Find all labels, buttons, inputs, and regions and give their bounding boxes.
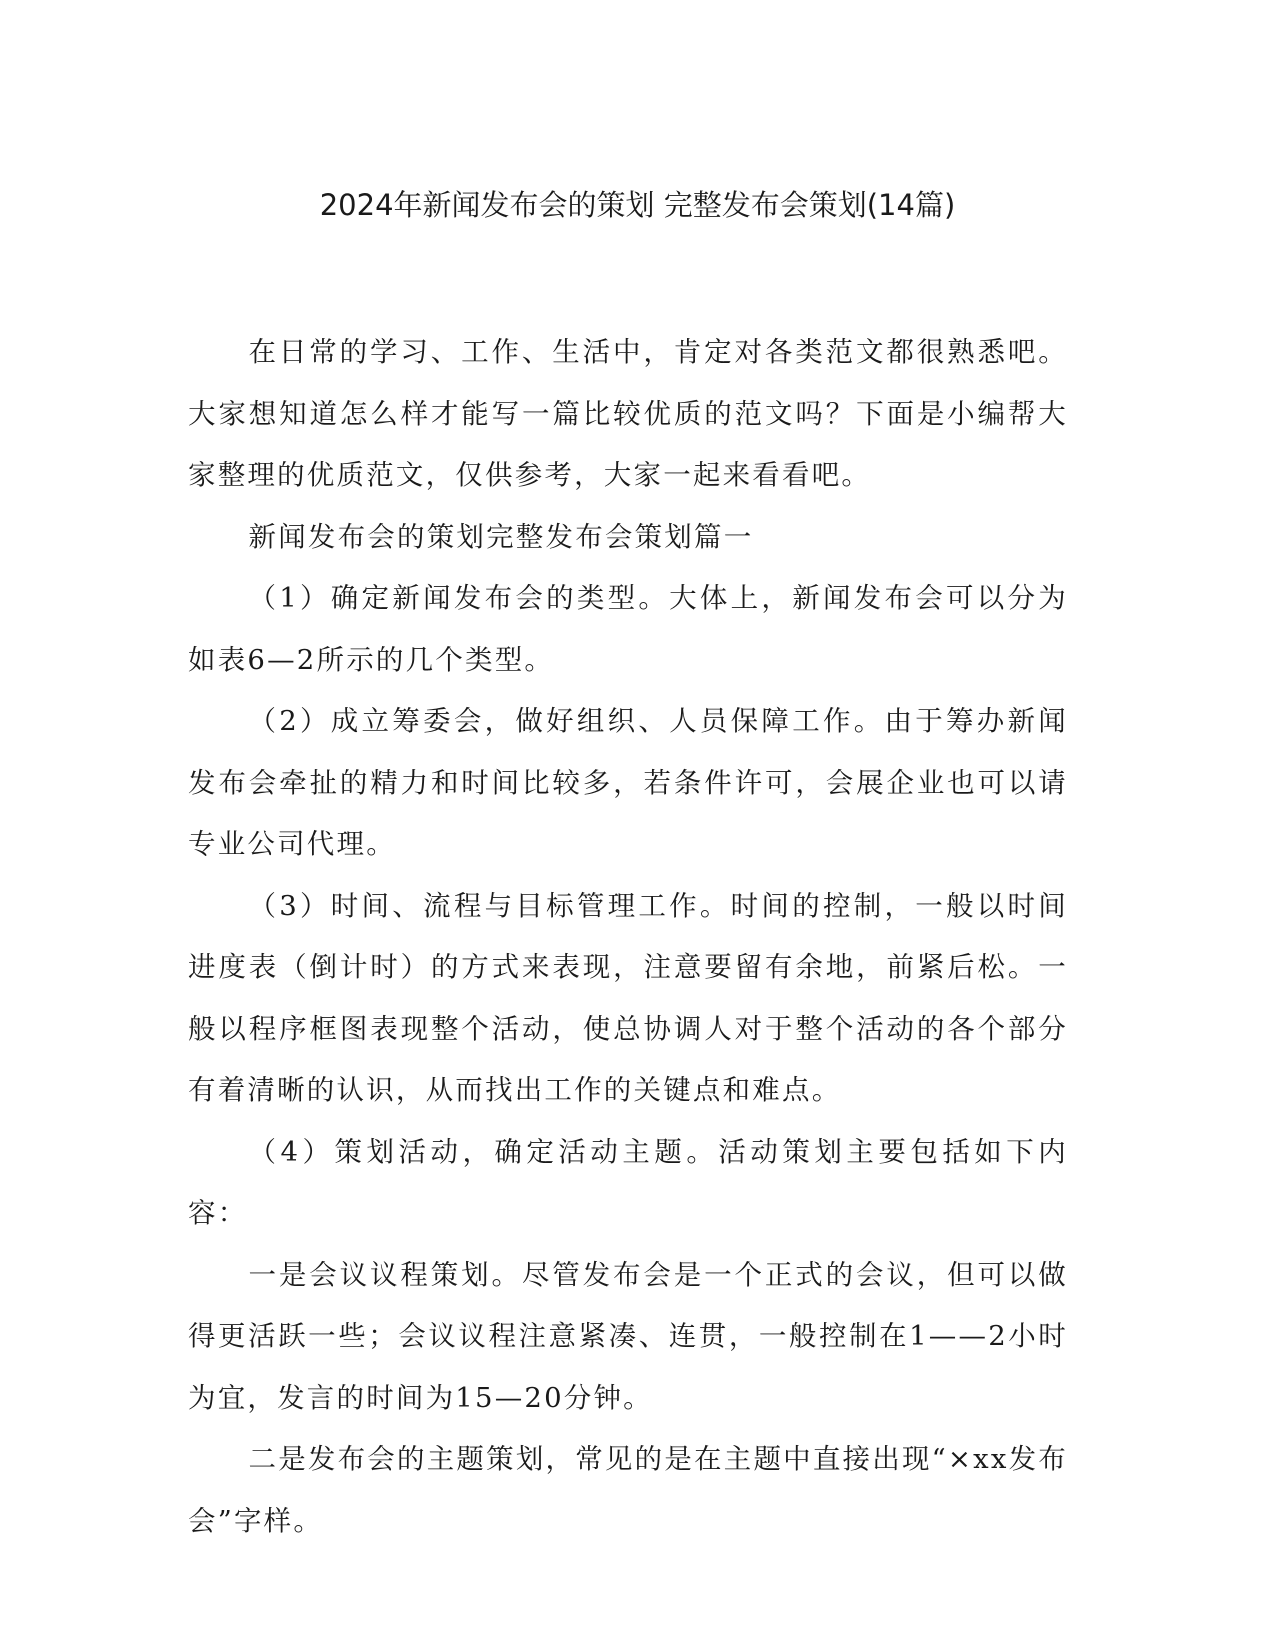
- agenda-paragraph: 一是会议议程策划。尽管发布会是一个正式的会议，但可以做得更活跃一些；会议议程注意紧凑、连贯，一般控制在1——2小时为宜，发言的时间为15—20分钟。: [188, 1258, 1068, 1414]
- intro-paragraph: 在日常的学习、工作、生活中，肯定对各类范文都很熟悉吧。大家想知道怎么样才能写一篇比较优质的范文吗？下面是小编帮大家整理的优质范文，仅供参考，大家一起来看看吧。: [188, 336, 1068, 491]
- item-1-paragraph: （1）确定新闻发布会的类型。大体上，新闻发布会可以分为如表6—2所示的几个类型。: [188, 582, 1068, 676]
- theme-paragraph: 二是发布会的主题策划，常见的是在主题中直接出现“×xx发布会”字样。: [188, 1443, 1068, 1537]
- document-title: 2024年新闻发布会的策划 完整发布会策划(14篇): [319, 188, 956, 222]
- item-4-paragraph: （4）策划活动，确定活动主题。活动策划主要包括如下内容：: [188, 1135, 1068, 1229]
- section-heading: 新闻发布会的策划完整发布会策划篇一: [248, 520, 754, 553]
- item-2-paragraph: （2）成立筹委会，做好组织、人员保障工作。由于筹办新闻发布会牵扯的精力和时间比较多，若条件许可，会展企业也可以请专业公司代理。: [188, 705, 1068, 860]
- document-body: [188, 322, 1068, 1552]
- item-3-paragraph: （3）时间、流程与目标管理工作。时间的控制，一般以时间进度表（倒计时）的方式来表现，注意要留有余地，前紧后松。一般以程序框图表现整个活动，使总协调人对于整个活动的各个部分有着清晰的认识，从而找出工作的关键点和难点。: [188, 889, 1068, 1106]
